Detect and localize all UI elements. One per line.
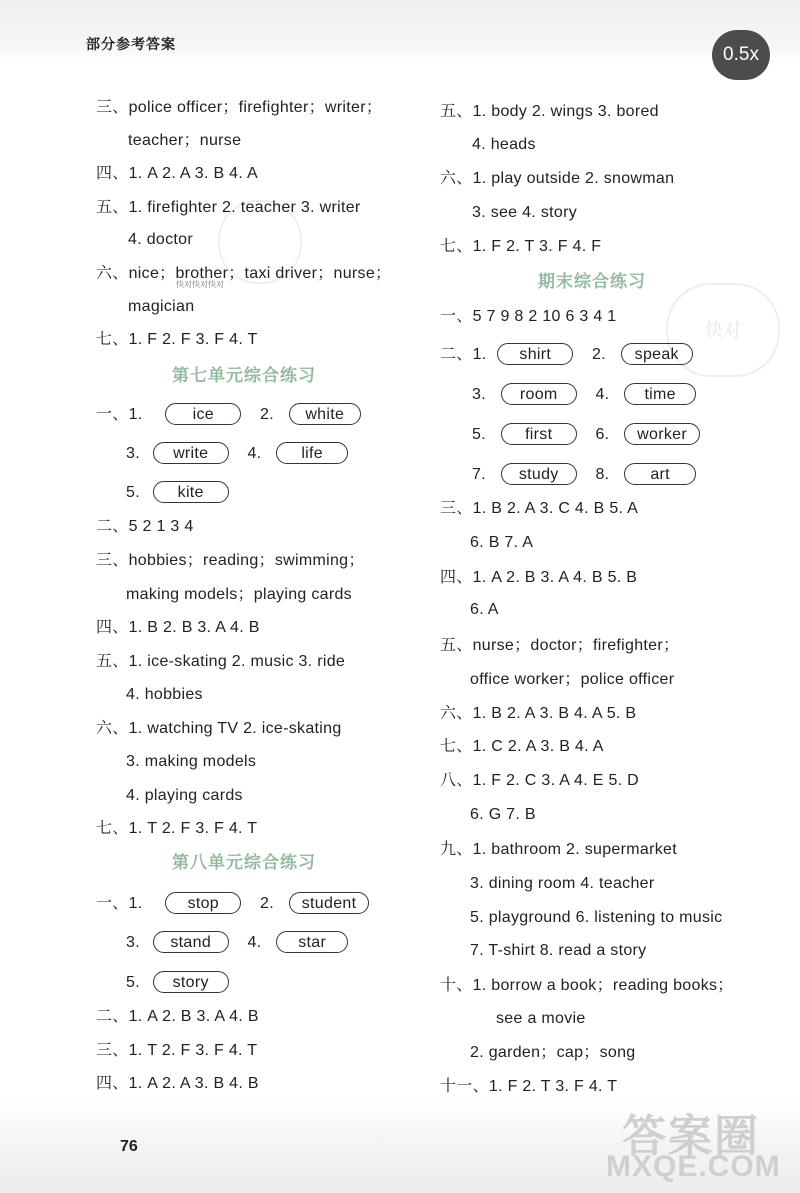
circled-word: student bbox=[289, 892, 370, 914]
answer-line: 4. hobbies bbox=[126, 686, 203, 703]
zoom-level-button[interactable]: 0.5x bbox=[712, 30, 770, 80]
circled-word: shirt bbox=[497, 343, 573, 365]
item-number: 3. bbox=[126, 934, 140, 951]
answer-line: 6. B 7. A bbox=[470, 534, 534, 551]
answer-line: 一、5 7 9 8 2 10 6 3 4 1 bbox=[440, 308, 617, 325]
watermark-stamp: 快对 bbox=[666, 283, 780, 377]
answer-line: 4. heads bbox=[472, 136, 536, 153]
answer-line: 四、1. A 2. A 3. B 4. B bbox=[96, 1075, 259, 1092]
answer-line bbox=[96, 892, 369, 915]
answer-line: 二、1. A 2. B 3. A 4. B bbox=[96, 1008, 259, 1025]
circled-word: room bbox=[501, 383, 577, 405]
answer-line: making models；playing cards bbox=[126, 586, 352, 603]
answer-line: 五、1. ice-skating 2. music 3. ride bbox=[96, 653, 346, 670]
answer-line: 十、1. borrow a book；reading books； bbox=[440, 977, 734, 994]
circled-word: kite bbox=[153, 481, 229, 503]
answer-line: 七、1. F 2. T 3. F 4. F bbox=[440, 238, 602, 255]
answer-line bbox=[96, 403, 361, 426]
circled-word: stand bbox=[153, 931, 229, 953]
page-number: 76 bbox=[120, 1138, 138, 1155]
answer-line: office worker；police officer bbox=[470, 671, 675, 688]
circled-word: speak bbox=[621, 343, 693, 365]
answer-line: 7. T-shirt 8. read a story bbox=[470, 942, 647, 959]
answer-line: 三、1. B 2. A 3. C 4. B 5. A bbox=[440, 500, 639, 517]
circled-word: stop bbox=[165, 892, 241, 914]
answer-line bbox=[126, 931, 348, 954]
answer-line: 4. playing cards bbox=[126, 787, 243, 804]
item-number: 2. bbox=[260, 406, 274, 423]
answer-line: 三、1. T 2. F 3. F 4. T bbox=[96, 1042, 258, 1059]
item-number: 4. bbox=[595, 386, 610, 403]
item-number: 6. bbox=[595, 426, 610, 443]
answer-line: 六、nice；brother；taxi driver；nurse； bbox=[96, 265, 392, 282]
answer-line: 六、1. watching TV 2. ice-skating bbox=[96, 720, 342, 737]
answer-line bbox=[472, 423, 700, 446]
item-number: 4. bbox=[247, 934, 262, 951]
answer-line: 四、1. A 2. B 3. A 4. B 5. B bbox=[440, 569, 638, 586]
item-number: 7. bbox=[472, 466, 486, 483]
circled-word: story bbox=[153, 971, 229, 993]
item-number: 一、1. bbox=[96, 895, 143, 912]
answer-line: 6. G 7. B bbox=[470, 806, 536, 823]
circled-word: life bbox=[276, 442, 348, 464]
answer-line: 二、5 2 1 3 4 bbox=[96, 518, 194, 535]
answer-line bbox=[126, 481, 229, 504]
circled-word: art bbox=[624, 463, 696, 485]
item-number: 4. bbox=[247, 445, 262, 462]
answer-line: see a movie bbox=[496, 1010, 586, 1027]
answer-line: 八、1. F 2. C 3. A 4. E 5. D bbox=[440, 772, 639, 789]
answer-line: magician bbox=[128, 298, 195, 315]
answer-line: 五、1. firefighter 2. teacher 3. writer bbox=[96, 199, 361, 216]
answer-line: 七、1. T 2. F 3. F 4. T bbox=[96, 820, 258, 837]
answer-line: 五、nurse；doctor；firefighter； bbox=[440, 637, 680, 654]
circled-word: worker bbox=[624, 423, 700, 445]
answer-line: 五、1. body 2. wings 3. bored bbox=[440, 103, 659, 120]
item-number: 5. bbox=[472, 426, 486, 443]
answer-line: 6. A bbox=[470, 601, 499, 618]
page-header-title: 部分参考答案 bbox=[86, 36, 176, 52]
answer-line: teacher；nurse bbox=[128, 132, 242, 149]
item-number: 3. bbox=[472, 386, 486, 403]
circled-word: star bbox=[276, 931, 348, 953]
item-number: 3. bbox=[126, 445, 140, 462]
item-number: 二、1. bbox=[440, 346, 487, 363]
circled-word: ice bbox=[165, 403, 241, 425]
item-number: 8. bbox=[595, 466, 610, 483]
circled-word: write bbox=[153, 442, 229, 464]
answer-line bbox=[126, 442, 348, 465]
answer-line bbox=[440, 343, 693, 366]
answer-line bbox=[472, 463, 696, 486]
item-number: 2. bbox=[592, 346, 606, 363]
answer-line: 3. making models bbox=[126, 753, 257, 770]
circled-word: study bbox=[501, 463, 577, 485]
answer-line: 2. garden；cap；song bbox=[470, 1044, 636, 1061]
item-number: 5. bbox=[126, 974, 140, 991]
site-url: MXQE.COM bbox=[606, 1150, 781, 1183]
section-title-final: 期末综合练习 bbox=[538, 272, 646, 291]
item-number: 5. bbox=[126, 484, 140, 501]
section-title-unit7: 第七单元综合练习 bbox=[172, 366, 316, 385]
answer-line: 3. see 4. story bbox=[472, 204, 577, 221]
answer-line: 4. doctor bbox=[128, 231, 193, 248]
answer-line: 三、hobbies；reading；swimming； bbox=[96, 552, 365, 569]
answer-line: 四、1. B 2. B 3. A 4. B bbox=[96, 619, 260, 636]
circled-word: first bbox=[501, 423, 577, 445]
answer-line: 四、1. A 2. A 3. B 4. A bbox=[96, 165, 258, 182]
answer-line: 七、1. C 2. A 3. B 4. A bbox=[440, 738, 604, 755]
answer-line: 3. dining room 4. teacher bbox=[470, 875, 655, 892]
answer-line bbox=[126, 971, 229, 994]
answer-line: 六、1. B 2. A 3. B 4. A 5. B bbox=[440, 705, 637, 722]
answer-line: 三、police officer；firefighter；writer； bbox=[96, 99, 383, 116]
site-logo: 答案圈 bbox=[622, 1112, 760, 1161]
answer-line: 十一、1. F 2. T 3. F 4. T bbox=[440, 1078, 618, 1095]
answer-line bbox=[472, 383, 696, 406]
section-title-unit8: 第八单元综合练习 bbox=[172, 853, 316, 872]
watermark-small-text: 快对快对快对 bbox=[176, 280, 224, 289]
item-number: 2. bbox=[260, 895, 274, 912]
answer-line: 九、1. bathroom 2. supermarket bbox=[440, 841, 677, 858]
circled-word: time bbox=[624, 383, 696, 405]
circled-word: white bbox=[289, 403, 361, 425]
item-number: 一、1. bbox=[96, 406, 143, 423]
answer-line: 七、1. F 2. F 3. F 4. T bbox=[96, 331, 258, 348]
answer-line: 六、1. play outside 2. snowman bbox=[440, 170, 675, 187]
answer-line: 5. playground 6. listening to music bbox=[470, 909, 723, 926]
